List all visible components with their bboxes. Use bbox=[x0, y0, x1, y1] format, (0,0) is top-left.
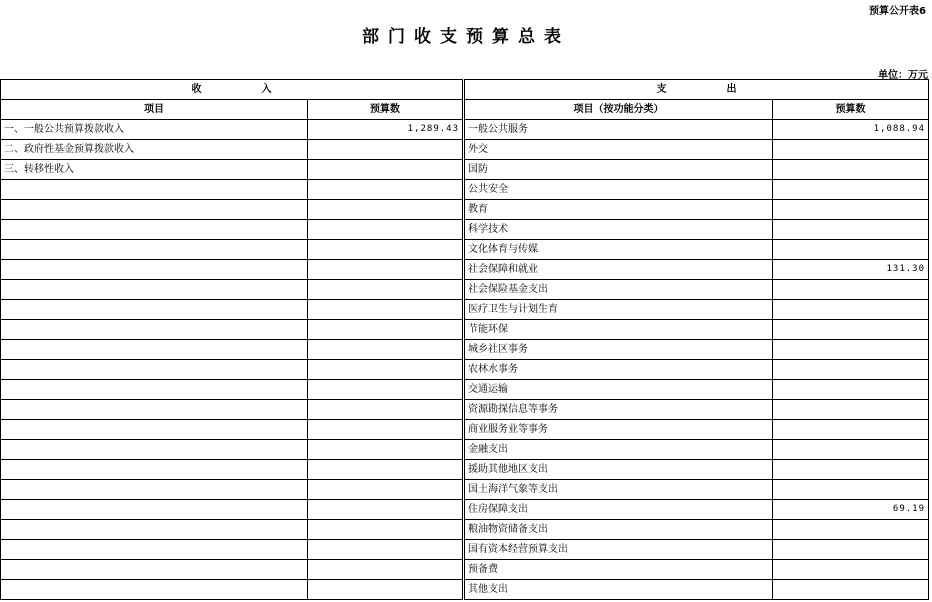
expense-item-cell: 援助其他地区支出 bbox=[464, 460, 773, 480]
expense-item-cell: 粮油物资储备支出 bbox=[464, 520, 773, 540]
income-amount-cell bbox=[308, 160, 464, 180]
table-row bbox=[1, 540, 929, 560]
income-amount-cell bbox=[308, 260, 464, 280]
table-row bbox=[1, 480, 929, 500]
table-row bbox=[1, 280, 929, 300]
expense-amount-cell bbox=[773, 280, 929, 300]
income-item-cell bbox=[1, 200, 308, 220]
expense-item-cell: 国有资本经营预算支出 bbox=[464, 540, 773, 560]
income-amount-cell bbox=[308, 380, 464, 400]
income-item-cell bbox=[1, 480, 308, 500]
expense-section-header bbox=[464, 80, 929, 100]
unit-label: 单位：万元 bbox=[878, 70, 928, 81]
expense-item-header: 项目（按功能分类） bbox=[464, 100, 773, 120]
income-item-cell bbox=[1, 300, 308, 320]
income-item-cell bbox=[1, 420, 308, 440]
expense-amount-cell bbox=[773, 340, 929, 360]
expense-amount-cell bbox=[773, 180, 929, 200]
table-row bbox=[1, 200, 929, 220]
income-item-cell bbox=[1, 360, 308, 380]
expense-item-cell: 节能环保 bbox=[464, 320, 773, 340]
expense-amount-cell bbox=[773, 460, 929, 480]
expense-item-cell: 国土海洋气象等支出 bbox=[464, 480, 773, 500]
expense-item-cell: 医疗卫生与计划生育 bbox=[464, 300, 773, 320]
expense-amount-cell: 131.30 bbox=[773, 260, 929, 280]
income-amount-cell bbox=[308, 360, 464, 380]
income-item-cell bbox=[1, 240, 308, 260]
table-row bbox=[1, 240, 929, 260]
expense-item-cell: 公共安全 bbox=[464, 180, 773, 200]
expense-amount-cell bbox=[773, 160, 929, 180]
income-amount-cell bbox=[308, 140, 464, 160]
table-row bbox=[1, 260, 929, 280]
table-row bbox=[1, 180, 929, 200]
expense-item-cell: 金融支出 bbox=[464, 440, 773, 460]
income-section-label-a: 收 bbox=[191, 84, 202, 95]
income-item-cell: 三、转移性收入 bbox=[1, 160, 308, 180]
income-amount-header: 预算数 bbox=[308, 100, 464, 120]
income-item-cell bbox=[1, 400, 308, 420]
table-row bbox=[1, 440, 929, 460]
income-item-cell bbox=[1, 220, 308, 240]
income-section-header bbox=[1, 80, 464, 100]
expense-item-cell: 商业服务业等事务 bbox=[464, 420, 773, 440]
income-amount-cell bbox=[308, 440, 464, 460]
table-row bbox=[1, 520, 929, 540]
expense-item-cell: 城乡社区事务 bbox=[464, 340, 773, 360]
expense-amount-cell bbox=[773, 420, 929, 440]
expense-amount-cell bbox=[773, 240, 929, 260]
page-title: 部门收支预算总表 bbox=[362, 27, 570, 47]
table-row bbox=[1, 120, 929, 140]
table-row bbox=[1, 360, 929, 380]
budget-table-body bbox=[1, 80, 929, 600]
income-amount-cell bbox=[308, 180, 464, 200]
expense-section-label-b: 出 bbox=[726, 84, 737, 95]
income-item-cell bbox=[1, 500, 308, 520]
income-item-cell bbox=[1, 380, 308, 400]
expense-section-label-a: 支 bbox=[656, 84, 667, 95]
expense-amount-cell bbox=[773, 520, 929, 540]
expense-amount-cell bbox=[773, 360, 929, 380]
income-item-cell: 一、一般公共预算拨款收入 bbox=[1, 120, 308, 140]
income-amount-cell bbox=[308, 340, 464, 360]
income-amount-cell bbox=[308, 560, 464, 580]
income-item-cell bbox=[1, 180, 308, 200]
expense-item-cell: 住房保障支出 bbox=[464, 500, 773, 520]
income-amount-cell bbox=[308, 540, 464, 560]
income-item-cell bbox=[1, 580, 308, 600]
budget-table bbox=[0, 79, 929, 600]
income-amount-cell bbox=[308, 520, 464, 540]
table-row bbox=[1, 220, 929, 240]
expense-item-cell: 教育 bbox=[464, 200, 773, 220]
income-amount-cell bbox=[308, 320, 464, 340]
income-item-cell bbox=[1, 320, 308, 340]
table-row bbox=[1, 500, 929, 520]
expense-item-cell: 社会保险基金支出 bbox=[464, 280, 773, 300]
table-row bbox=[1, 420, 929, 440]
income-item-cell bbox=[1, 460, 308, 480]
expense-amount-header: 预算数 bbox=[773, 100, 929, 120]
income-item-cell bbox=[1, 560, 308, 580]
income-amount-cell bbox=[308, 480, 464, 500]
income-amount-cell bbox=[308, 220, 464, 240]
income-item-cell bbox=[1, 340, 308, 360]
income-item-cell: 二、政府性基金预算拨款收入 bbox=[1, 140, 308, 160]
income-amount-cell bbox=[308, 240, 464, 260]
table-row bbox=[1, 400, 929, 420]
expense-amount-cell bbox=[773, 400, 929, 420]
expense-amount-cell bbox=[773, 560, 929, 580]
expense-item-cell: 社会保障和就业 bbox=[464, 260, 773, 280]
income-section-label-b: 入 bbox=[261, 84, 272, 95]
expense-amount-cell bbox=[773, 440, 929, 460]
income-item-cell bbox=[1, 440, 308, 460]
income-amount-cell bbox=[308, 300, 464, 320]
expense-amount-cell bbox=[773, 220, 929, 240]
expense-amount-cell bbox=[773, 480, 929, 500]
expense-item-cell: 科学技术 bbox=[464, 220, 773, 240]
expense-item-cell: 农林水事务 bbox=[464, 360, 773, 380]
table-row bbox=[1, 580, 929, 600]
column-header-row bbox=[1, 100, 929, 120]
expense-item-cell: 一般公共服务 bbox=[464, 120, 773, 140]
form-number: 预算公开表6 bbox=[869, 6, 926, 17]
income-amount-cell bbox=[308, 420, 464, 440]
income-item-cell bbox=[1, 280, 308, 300]
table-row bbox=[1, 340, 929, 360]
table-row bbox=[1, 300, 929, 320]
income-amount-cell bbox=[308, 280, 464, 300]
income-amount-cell bbox=[308, 400, 464, 420]
expense-amount-cell: 69.19 bbox=[773, 500, 929, 520]
expense-amount-cell bbox=[773, 320, 929, 340]
income-amount-cell bbox=[308, 580, 464, 600]
income-item-cell bbox=[1, 540, 308, 560]
section-header-row bbox=[1, 80, 929, 100]
table-row bbox=[1, 140, 929, 160]
expense-item-cell: 外交 bbox=[464, 140, 773, 160]
income-item-cell bbox=[1, 260, 308, 280]
expense-item-cell: 文化体育与传媒 bbox=[464, 240, 773, 260]
table-row bbox=[1, 560, 929, 580]
expense-item-cell: 国防 bbox=[464, 160, 773, 180]
expense-item-cell: 其他支出 bbox=[464, 580, 773, 600]
expense-amount-cell bbox=[773, 140, 929, 160]
income-amount-cell bbox=[308, 460, 464, 480]
income-item-header: 项目 bbox=[1, 100, 308, 120]
expense-amount-cell bbox=[773, 300, 929, 320]
table-row bbox=[1, 460, 929, 480]
expense-amount-cell bbox=[773, 540, 929, 560]
expense-item-cell: 资源勘探信息等事务 bbox=[464, 400, 773, 420]
table-row bbox=[1, 160, 929, 180]
income-amount-cell bbox=[308, 500, 464, 520]
expense-amount-cell bbox=[773, 580, 929, 600]
income-amount-cell bbox=[308, 200, 464, 220]
expense-amount-cell bbox=[773, 200, 929, 220]
income-amount-cell: 1,289.43 bbox=[308, 120, 464, 140]
income-item-cell bbox=[1, 520, 308, 540]
table-row bbox=[1, 380, 929, 400]
expense-item-cell: 交通运输 bbox=[464, 380, 773, 400]
table-row bbox=[1, 320, 929, 340]
expense-amount-cell bbox=[773, 380, 929, 400]
expense-amount-cell: 1,088.94 bbox=[773, 120, 929, 140]
expense-item-cell: 预备费 bbox=[464, 560, 773, 580]
